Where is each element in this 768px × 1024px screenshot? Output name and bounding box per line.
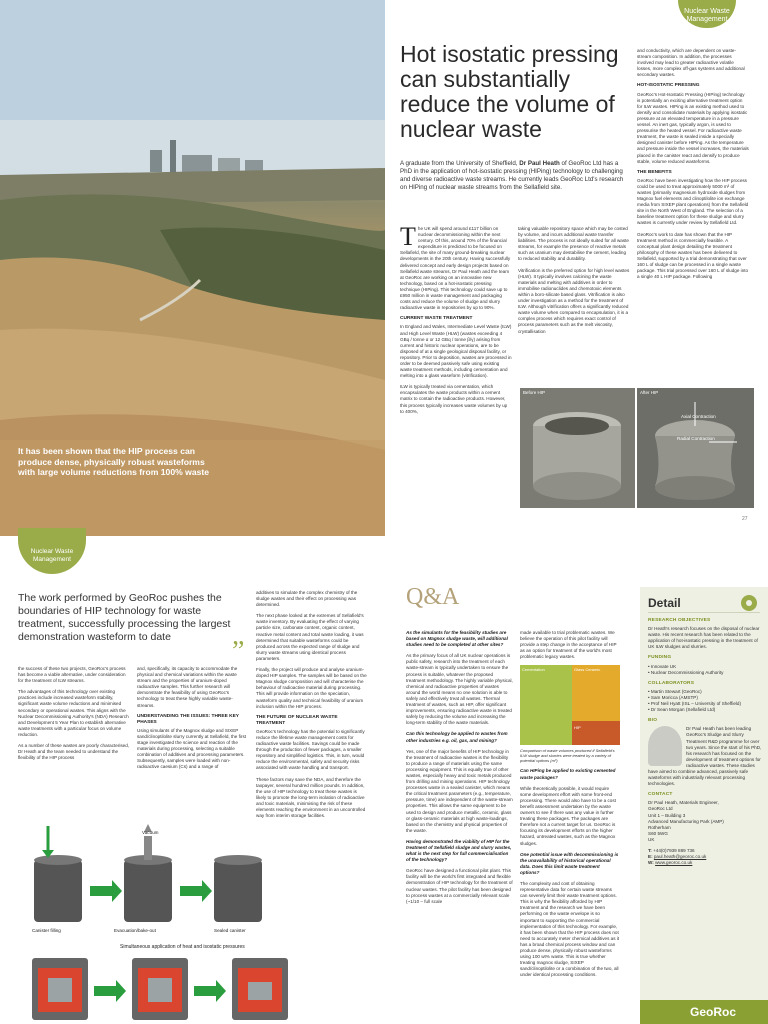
contact-line: Advanced Manufacturing Park (AMP) [648, 818, 724, 824]
diagram-caption: Simultaneous application of heat and isostatic pressures [120, 944, 245, 950]
standfirst-intro: A graduate from the University of Sheffield, [400, 160, 520, 167]
paragraph: GeoRoc's work to date has shown that the HIP treatment method is commercially feasible. A conceptual plant design detailing the treatment philosophy of these wastes has been delivered to Sellafield, supported by a trial demonstrating that over 160 L of sludge can be processed in a single waste package. This trial processed over 160 L of sludge into a single 40 L HIP package. Following [637, 231, 749, 280]
contact-line: S60 5WG [648, 830, 668, 836]
collaborator-item: • Martin Stewart (GeoRoc) [648, 688, 702, 694]
contact-line: GeoRoc Ltd [648, 806, 673, 812]
contact-email-link[interactable]: paul.heath@georoc.co.uk [653, 854, 707, 860]
paragraph: These factors may save the NDA, and therefore the taxpayer, several hundred million pounds. In addition, the use of HIP technology to treat these wastes is likely to promote the long-term isolation of radioactive and toxic materials, minimising the risk of these elements reaching the environment in an uncontrolled way from interim storage facilities. [256, 776, 366, 819]
hip-label: HIP [574, 725, 581, 731]
georoc-logo: GeoRoc [640, 1000, 768, 1024]
bio-text: Dr Paul Heath has been leading GeoRoc's Sludge and Slurry Treatment R&D programme for over two years. Since the start of his PhD, his research has focused on the development of treatment options for radioactive wastes. These studies have aimed to combine advanced, passively safe wasteforms with industrially relevant processing technologies. [648, 726, 762, 787]
contact-line: Rotherham [648, 824, 671, 830]
research-heading: RESEARCH OBJECTIVES [648, 618, 711, 623]
cementation-block [520, 665, 572, 745]
paragraph: The next phase looked at the extremes of Sellafield's waste inventory. By evaluating the effect of varying particle size, carbonate content, organic content, reactive metal content and total waste loading, it was determined that suitable wasteforms could be produced across the expected range of sludge and slurry waste streams using identical process parameters. [256, 613, 364, 661]
body-column-2 [518, 226, 630, 340]
paragraph: additives to simulate the complex chemistry of the sludge wastes and their effect on processing was determined. [256, 590, 358, 608]
body-column-2 [137, 666, 249, 776]
contact-phone: +44(0)7939 889 736 [653, 848, 695, 853]
glass-ceramic-block [572, 665, 620, 721]
paragraph: GeoRoc's Hot-Isostatic Pressing (HIPing) technology is potentially an exciting alternative treatment option for ILW wastes. HIPing is an existing method used to densify and consolidate materials by applying isostatic pressure at an elevated temperature in a pressure vessel. An inert gas, typically argon, is used to pressurise the heated vessel. For radioactive waste treatment, the waste is sealed inside a specially designed canister before HIPing. As the temperature and pressure inside the vessel increases, the materials placed in the canister react and densify to produce stable, volume reduced wasteforms. [637, 91, 749, 164]
paragraph: Vitrification is the preferred option for high level wastes (HLW). It typically involves calcining the waste materials and melting with additives in order to immobilise radionuclides and chemotoxic elements within a boro-silicate based glass. Vitrification is also under investigation as a method for the treatment of ILW. Although vitrification offers a significantly reduced waste volume when compared to encapsulation, it is a complex process which requires exact control of process parameters such as the melt viscosity, crystallisation [518, 267, 630, 334]
paragraph: the success of these two projects, GeoRoc's process has become a viable alternative, under consideration for the treatment of ILW streams. [18, 666, 126, 684]
question: One potential issue with decommissioning is the unavailability of historical operational data. Does this limit waste treatment options? [520, 851, 619, 875]
answer: made available to trial problematic wastes. We believe the operation of this pilot facility will provide a step change in the acceptance of HIP as an option for treatment of the world's most problematic legacy wastes. [520, 630, 617, 660]
paragraph: GeoRoc's technology has the potential to significantly reduce the lifetime waste management costs for radioactive waste facilities. Savings could be made through the production of fewer packages, a smaller repository and simplified logistics. This, in turn, would reduce the environmental, safety and security risks associated with waste handling and transport. [256, 728, 365, 771]
answer: GeoRoc have designed a functional pilot plant. This facility will be the world's first integrated and flexible demonstration of HIP technology for the treatment of nuclear wastes. The pilot facility has been designed to process wastes at a commercially relevant scale (~1/10 – full scale [406, 868, 513, 904]
contact-line: Unit 1 – Building 3 [648, 812, 686, 818]
body-column-3 [637, 48, 749, 285]
answer: The complexity and cost of obtaining representative data for certain waste streams can severely limit their waste treatment options. This is why the flexibility afforded by HIP treatment and the research we have been performing on the waste envelope is so important to supporting the commercial implementation of this technology. For example, it has been shown that the HIP process does not need to accurately meter chemical additives as it has a broad chemical process window and can produce dense, physically robust wasteforms using 100 wt% waste. This is true whether treating magnox sludge, SIXEP sand/clinoptilolite or a combination of the two, all under identical processing conditions. [520, 880, 620, 978]
vacuum-label: Vacuum [142, 830, 159, 835]
radial-contraction-label: Radial Contraction [677, 436, 715, 441]
detail-divider [648, 612, 760, 613]
canister-after-icon [637, 396, 754, 508]
section-heading: CURRENT WASTE TREATMENT [400, 316, 473, 322]
funding-heading: FUNDING [648, 655, 672, 661]
section-heading: THE BENEFITS [637, 169, 672, 175]
before-hip-photo [520, 388, 635, 508]
question: Having demonstrated the viability of HIP for the treatment of Sellafield sludge and slurry wastes, what is the next step for full commercialisation of the technology? [406, 838, 512, 863]
collaborator-item: • Dr Sean Morgan (Sellafield Ltd) [648, 707, 716, 713]
question: Can this technology be applied to wastes from other industries e.g. oil, gas, and mining? [406, 731, 508, 743]
cementation-label: Cementation [522, 667, 545, 673]
page-number: 27 [742, 516, 748, 522]
paragraph: taking valuable repository space which may be costed by volume, and incurs additional waste transfer liabilities. The process is not ideally suited for all waste streams, for example the presence of reactive metals such as uranium may destabilise the cement, leading to reduced stability and durability. [518, 226, 629, 262]
glass-ceramic-label: Glass Ceramic [574, 667, 601, 673]
paragraph: In England and Wales, Intermediate Level Waste (ILW) and High Level Waste (HLW) (wastes exceeding 4 GBq / tonne α or 12 GBq / tonne β/γ) arising from current and historic nuclear operations, are to be disposed of at a single geological disposal facility, or repository. Prior to deposition, wastes are processed in order to be deemed passively safe using existing waste treatment methods, including cementation and melting into a glass waseform (vitrification). [400, 324, 512, 379]
pull-headline: The work performed by GeoRoc pushes the boundaries of HIP technology for waste treatment, successfully processing the largest demonstration wasteform to date [18, 592, 231, 643]
body-column-1 [400, 222, 512, 420]
qa-logo: Q&A [406, 584, 460, 610]
contact-heading: CONTACT [648, 792, 673, 798]
collaborator-item: • Prof Neil Hyatt (ISL – University of Sheffield) [648, 701, 742, 707]
contact-line: UK [648, 836, 655, 842]
qa-column-2 [520, 630, 620, 983]
bio-heading: BIO [648, 718, 658, 724]
sealed-canister-label: Sealed canister [214, 928, 246, 933]
contact-line: Dr Paul Heath, Materials Engineer, [648, 800, 719, 806]
standfirst-rest: of GeoRoc Ltd has a PhD in the application of hot-isostatic pressing (HIPing) technology to challenging and diverse radioactive waste streams. He currently leads GeoRoc Ltd's research on HIPing of nuclear waste streams from the Sellafield site. [400, 160, 624, 191]
question: Can HIPing be applied to existing cemented waste packages? [520, 768, 616, 780]
landscape-photo [0, 0, 385, 536]
canister-before-icon [520, 396, 635, 508]
canister-filling-label: Canister filling [32, 928, 61, 933]
answer: Yes, one of the major benefits of HIP technology in the treatment of radioactive wastes is the flexibility to produce a range of materials using the same processing equipment. This is equally true of other wastes, especially heavy and toxic metals produced from drilling and mining operations. HIP technology processes waste in a sealed canister, which means the critical treatment parameters (e.g., temperature, pressure, time) are independent of the waste-stream properties. This allows the same equipment to be used to design and produce metallic, ceramic, glass or glass-ceramic materials at high waste-loadings, based on the chemistry and physical properties of the waste. [406, 748, 513, 833]
paragraph: Using simulants of the Magnox sludge and SIXEP sand/clinoptilolite slurry currently at Sellafield, the first stage investigated the science and reaction of the materials during processing, selecting a suitable combination of additives and processing parameters. Subsequently, samples were loaded with non-radioactive caesium (Cs) and a range of [137, 727, 247, 770]
drop-cap: T [400, 222, 416, 251]
paragraph: ILW is typically treated via cementation, which encapsulates the waste products within a cement matrix to contain the radioactive products. However, this process typically increases waste volumes by up to 400%, [400, 384, 508, 414]
author-portrait [648, 726, 682, 766]
body-column-1 [18, 666, 130, 766]
qa-column-1 [406, 630, 513, 910]
standfirst [400, 160, 628, 192]
after-hip-label: After HIP [640, 390, 659, 395]
detail-content: RESEARCH OBJECTIVES Dr Heath's research focuses on the disposal of nuclear waste. His recent research has been related to the application of hot-isostatic pressing in the treatment of UK ILW sludges and slurries. FUNDING • Innovate UK • Nuclear Decommissioning Authority COLLABORATORS • Martin Stewart (GeoRoc) • Sam Moricca (AMSTP) • Prof Neil Hyatt (ISL – University of Sheffield) • Dr Sean Morgan (Sellafield Ltd) BIO Dr Paul Heath has been leading GeoRoc's Sludge and Slurry Treatment R&D programme for over two years. Since the start of his PhD, his research has focused on the development of treatment options for radioactive wastes. These studies have aimed to combine advanced, passively safe wasteforms with industrially relevant processing technologies. CONTACT Dr Paul Heath, Materials Engineer, GeoRoc Ltd Unit 1 – Building 3 Advanced Manufacturing Park (AMP) Rotherham S60 5WG UK T: +44(0)7939 889 736 E: paul.heath@georoc.co.uk W: www.georoc.co.uk [648, 618, 762, 866]
axial-contraction-label: Axial Contraction [681, 414, 716, 419]
after-hip-photo [637, 388, 754, 508]
section-badge: Nuclear Waste Management [678, 0, 736, 28]
question: As the simulants for the feasibility studies are based on Magnox sludge waste, will additional studies need to be completed at other sites? [406, 630, 508, 648]
paragraph: As a number of these wastes are poorly characterised, Dr Heath and the team needed to understand the flexibility of the HIP process [18, 743, 130, 761]
hip-process-illustration [18, 820, 396, 1024]
answer: While theoretically possible, it would require some development effort with some front-end processing. There would also have to be a cost benefit assessment undertaken by the waste owners to see if there was any value in further treating these packages. The packages are therefore not a current target for us. GeoRoc is focusing its development efforts on the higher hazard, untreated wastes, such as the Magnox sludges. [520, 785, 616, 846]
research-text: Dr Heath's research focuses on the disposal of nuclear waste. His recent research has been related to the application of hot-isostatic pressing in the treatment of UK ILW sludges and slurries. [648, 626, 760, 650]
collaborator-item: • Sam Moricca (AMSTP) [648, 694, 698, 700]
graphic-caption: Comparison of waste volumes produced if Sellafield's ILW sludge and slurries were treated by a variety of potential options (m³) [520, 748, 615, 764]
paragraph: and conductivity, which are dependent on waste-stream composition. In addition, the processes involved may lead to greater radioactive volatile losses, more complex off-gas systems and additional secondary wastes. [637, 48, 745, 78]
paragraph: he UK will spend around £117 billion on nuclear decommissioning within the next century. Of this, around 70% of the financial expenditure is predicted to be focused on Sellafield, the site of many ground-breaking nuclear developments in the 20th century. Having successfully delivered concept and early design projects based on Sellafield waste streams, Dr Paul Heath and the team at GeoRoc are working on an innovative new technology, based on a hot-isostatic pressing technique (HIPing). This technology could save up to £950 million in waste management and packaging costs and reduce the volume of sludge and slurry radioactive waste in repositories by up to 90%. [400, 226, 511, 311]
evacuation-label: Evacuation/bake-out [114, 928, 156, 933]
paragraph: The advantages of this technology over existing practices include increased wasteform stability, significant waste volume reductions and minimised secondary or operational wastes. This aligns with the Nuclear Decommissioning Authority's (NDA) Research and Development 5 Year Plan to establish alternative waste treatments with a particular focus on volume reduction. [18, 689, 129, 737]
funding-item: • Innovate UK [648, 663, 677, 669]
article-title: Hot isostatic pressing can substantially reduce the volume of nuclear waste [400, 41, 619, 142]
section-heading: UNDERSTANDING THE ISSUES: THREE KEY PHASES [137, 713, 239, 725]
section-heading: HOT-ISOSTATIC PRESSING [637, 83, 700, 89]
section-badge: Nuclear Waste Management [18, 528, 86, 574]
section-heading: THE FUTURE OF NUCLEAR WASTE TREATMENT [256, 714, 338, 726]
photo-pull-quote: It has been shown that the HIP process can produce dense, physically robust wasteforms with large volume reductions from 100% waste [18, 446, 210, 477]
paragraph: Finally, the project will produce and analyse uranium-doped HIP samples. The samples will be based on the Magnox sludge composition and will characterise the behaviour of radioactive material during processing. This will provide information on the speciation, wasteform quality and technical feasibility of uranium inclusion within the HIP process. [256, 667, 367, 709]
body-column-3 [256, 590, 368, 824]
settings-gear-icon [740, 594, 758, 612]
volume-comparison-graphic [520, 665, 620, 745]
contact-website-link[interactable]: www.georoc.co.uk [655, 860, 693, 866]
collaborators-heading: COLLABORATORS [648, 680, 695, 686]
answer: As the primary focus of all UK nuclear operations is public safety, research into the treatment of each waste-stream is typically undertaken to ensure the process is suitable, whatever the proposed treatment methodology. The highly variable physical, chemical and radioactive properties of wastes around the world means no one solution is able to safely and effectively treat all wastes. Thermal treatment of wastes, such as HIP, offer significant improvements, ensuring radioactive waste is treated safely by reducing the volume and increasing the long-term stability of the waste materials. [406, 653, 513, 726]
hip-process-diagram [18, 820, 396, 1024]
author-name: Dr Paul Heath [519, 160, 560, 167]
quote-mark-icon: ” [232, 636, 245, 667]
paragraph: and, specifically, its capacity to accommodate the physical and chemical variations within the waste stream and the properties of uranium-doped radioactive samples. This further research will demonstrate the feasibility of using GeoRoc's technology to treat these highly variable waste-streams. [137, 666, 238, 708]
funding-item: • Nuclear Decommissioning Authority [648, 669, 724, 675]
paragraph: GeoRoc have been investigating how the HIP process could be used to treat approximately 5000 m³ of wastes (primarily magnesium hydroxide sludges from Magnox fuel elements and clinoptilolite ion exchange media from SIXEP plant operations) from the Sellafield site in the North West of England. The selection of a baseline treatment option for these sludge and slurry wastes is currently under review by Sellafield Ltd. [637, 177, 749, 226]
detail-title: Detail [648, 596, 681, 610]
before-hip-label: Before HIP [523, 390, 546, 395]
